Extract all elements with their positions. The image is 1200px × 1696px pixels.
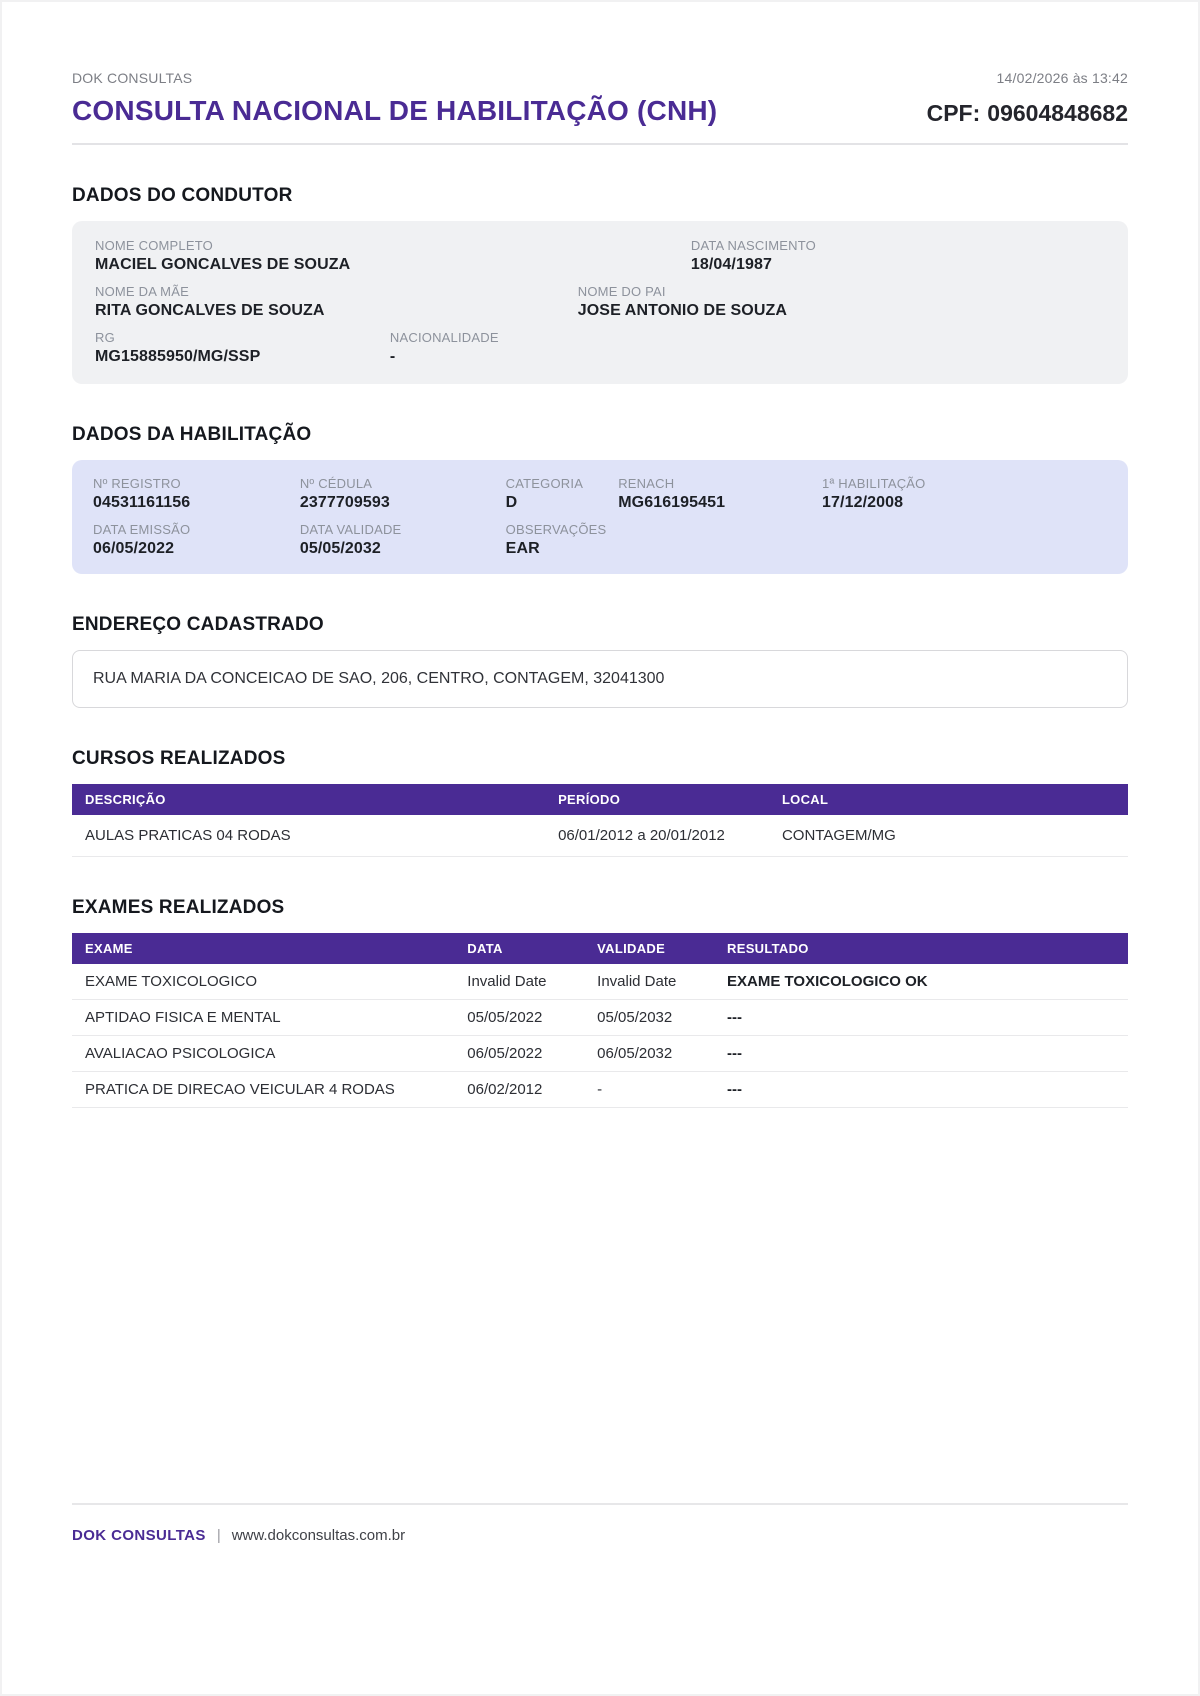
field-label: NOME DA MÃE [95, 284, 189, 299]
cpf-label: CPF: [926, 100, 981, 126]
condutor-row-3 [95, 330, 1105, 376]
exames-header-row [72, 933, 1128, 964]
field-value: MG15885950/MG/SSP [95, 348, 261, 365]
field-num-cedula [300, 476, 506, 512]
field-label: RENACH [618, 476, 675, 491]
field-primeira-habilitacao [822, 476, 1107, 512]
field-label: Nº CÉDULA [299, 476, 373, 491]
endereco-box: RUA MARIA DA CONCEICAO DE SAO, 206, CENTRO, CONTAGEM, 32041300 [72, 650, 1128, 708]
report-footer [72, 1503, 1128, 1544]
exame-data: 06/02/2012 [454, 1072, 584, 1108]
field-label: OBSERVAÇÕES [505, 522, 607, 537]
exame-resultado: EXAME TOXICOLOGICO OK [714, 964, 1128, 1000]
report-header [72, 70, 1128, 145]
field-value: MG616195451 [618, 494, 726, 511]
column-header-exame: EXAME [72, 933, 454, 964]
exame-data: Invalid Date [454, 964, 584, 1000]
cursos-table [72, 784, 1128, 857]
exame-data: 05/05/2022 [454, 1000, 584, 1036]
page-title: CONSULTA NACIONAL DE HABILITAÇÃO (CNH) [72, 95, 718, 126]
generated-timestamp: 14/02/2026 às 13:42 [996, 70, 1128, 86]
field-value: 18/04/1987 [690, 256, 772, 273]
field-label: RG [95, 330, 115, 345]
column-header-periodo: PERÍODO [545, 784, 769, 815]
exame-resultado: --- [714, 1036, 1128, 1072]
table-row [72, 815, 1128, 857]
habilitacao-row-1 [93, 476, 1107, 522]
habilitacao-heading: DADOS DA HABILITAÇÃO [72, 424, 312, 445]
footer-brand: DOK CONSULTAS [72, 1527, 206, 1544]
field-label: DATA NASCIMENTO [690, 238, 816, 253]
field-value: 2377709593 [299, 494, 390, 511]
field-data-validade [300, 522, 506, 558]
field-value: RITA GONCALVES DE SOUZA [95, 302, 325, 319]
cursos-heading: CURSOS REALIZADOS [72, 748, 286, 769]
curso-descricao: AULAS PRATICAS 04 RODAS [72, 815, 545, 857]
footer-website: www.dokconsultas.com.br [231, 1527, 406, 1544]
habilitacao-row-2 [93, 522, 1107, 568]
brand-name: DOK CONSULTAS [72, 70, 193, 86]
title-row [72, 95, 1128, 127]
field-rg [95, 330, 390, 366]
footer-separator: | [216, 1527, 221, 1544]
section-dados-condutor [72, 145, 1128, 384]
exame-validade: 06/05/2032 [584, 1036, 714, 1072]
field-nome-completo [95, 238, 691, 274]
exame-nome: APTIDAO FISICA E MENTAL [72, 1000, 454, 1036]
brand-row [72, 70, 1128, 86]
curso-periodo: 06/01/2012 a 20/01/2012 [545, 815, 769, 857]
table-row [72, 1000, 1128, 1036]
cursos-header-row [72, 784, 1128, 815]
condutor-row-2 [95, 284, 1105, 330]
cpf-value: 09604848682 [987, 100, 1128, 126]
field-value: 17/12/2008 [822, 494, 904, 511]
field-nome-pai [578, 284, 1105, 320]
field-data-emissao [93, 522, 300, 558]
field-renach [618, 476, 822, 512]
section-exames [72, 857, 1128, 1108]
exame-data: 06/05/2022 [454, 1036, 584, 1072]
column-header-data: DATA [454, 933, 584, 964]
exame-nome: PRATICA DE DIRECAO VEICULAR 4 RODAS [72, 1072, 454, 1108]
section-endereco [72, 574, 1128, 708]
exame-validade: - [584, 1072, 714, 1108]
curso-local: CONTAGEM/MG [769, 815, 1128, 857]
field-label: DATA VALIDADE [299, 522, 402, 537]
field-value: JOSE ANTONIO DE SOUZA [577, 302, 788, 319]
field-value: 05/05/2032 [299, 540, 381, 557]
exame-validade: 05/05/2032 [584, 1000, 714, 1036]
field-label: CATEGORIA [505, 476, 584, 491]
condutor-card [72, 221, 1128, 384]
exame-validade: Invalid Date [584, 964, 714, 1000]
section-dados-habilitacao [72, 384, 1128, 574]
field-observacoes [506, 522, 1107, 558]
field-categoria [506, 476, 619, 512]
field-value: MACIEL GONCALVES DE SOUZA [95, 256, 351, 273]
field-value: 06/05/2022 [93, 540, 175, 557]
table-row [72, 964, 1128, 1000]
field-data-nascimento [691, 238, 1105, 274]
condutor-row-1 [95, 238, 1105, 284]
table-row [72, 1036, 1128, 1072]
exame-resultado: --- [714, 1000, 1128, 1036]
exames-heading: EXAMES REALIZADOS [72, 897, 285, 918]
column-header-resultado: RESULTADO [714, 933, 1128, 964]
section-cursos [72, 708, 1128, 857]
column-header-local: LOCAL [769, 784, 1128, 815]
field-nacionalidade [390, 330, 1105, 366]
field-label: Nº REGISTRO [93, 476, 181, 491]
exame-nome: EXAME TOXICOLOGICO [72, 964, 454, 1000]
field-label: NACIONALIDADE [389, 330, 499, 345]
field-value: 04531161156 [93, 494, 191, 511]
column-header-validade: VALIDADE [584, 933, 714, 964]
field-value: - [389, 348, 396, 365]
cpf-display [927, 100, 1128, 127]
field-nome-mae [95, 284, 578, 320]
field-value: D [505, 494, 518, 511]
field-value: EAR [505, 540, 540, 557]
column-header-descricao: DESCRIÇÃO [72, 784, 545, 815]
footer-line [72, 1527, 1128, 1544]
field-label: NOME COMPLETO [95, 238, 213, 253]
field-label: 1ª HABILITAÇÃO [822, 476, 926, 491]
field-label: DATA EMISSÃO [93, 522, 191, 537]
exame-resultado: --- [714, 1072, 1128, 1108]
table-row [72, 1072, 1128, 1108]
habilitacao-card [72, 460, 1128, 574]
condutor-heading: DADOS DO CONDUTOR [72, 185, 293, 206]
field-num-registro [93, 476, 300, 512]
endereco-heading: ENDEREÇO CADASTRADO [72, 614, 324, 635]
exame-nome: AVALIACAO PSICOLOGICA [72, 1036, 454, 1072]
exames-table [72, 933, 1128, 1108]
field-label: NOME DO PAI [577, 284, 666, 299]
